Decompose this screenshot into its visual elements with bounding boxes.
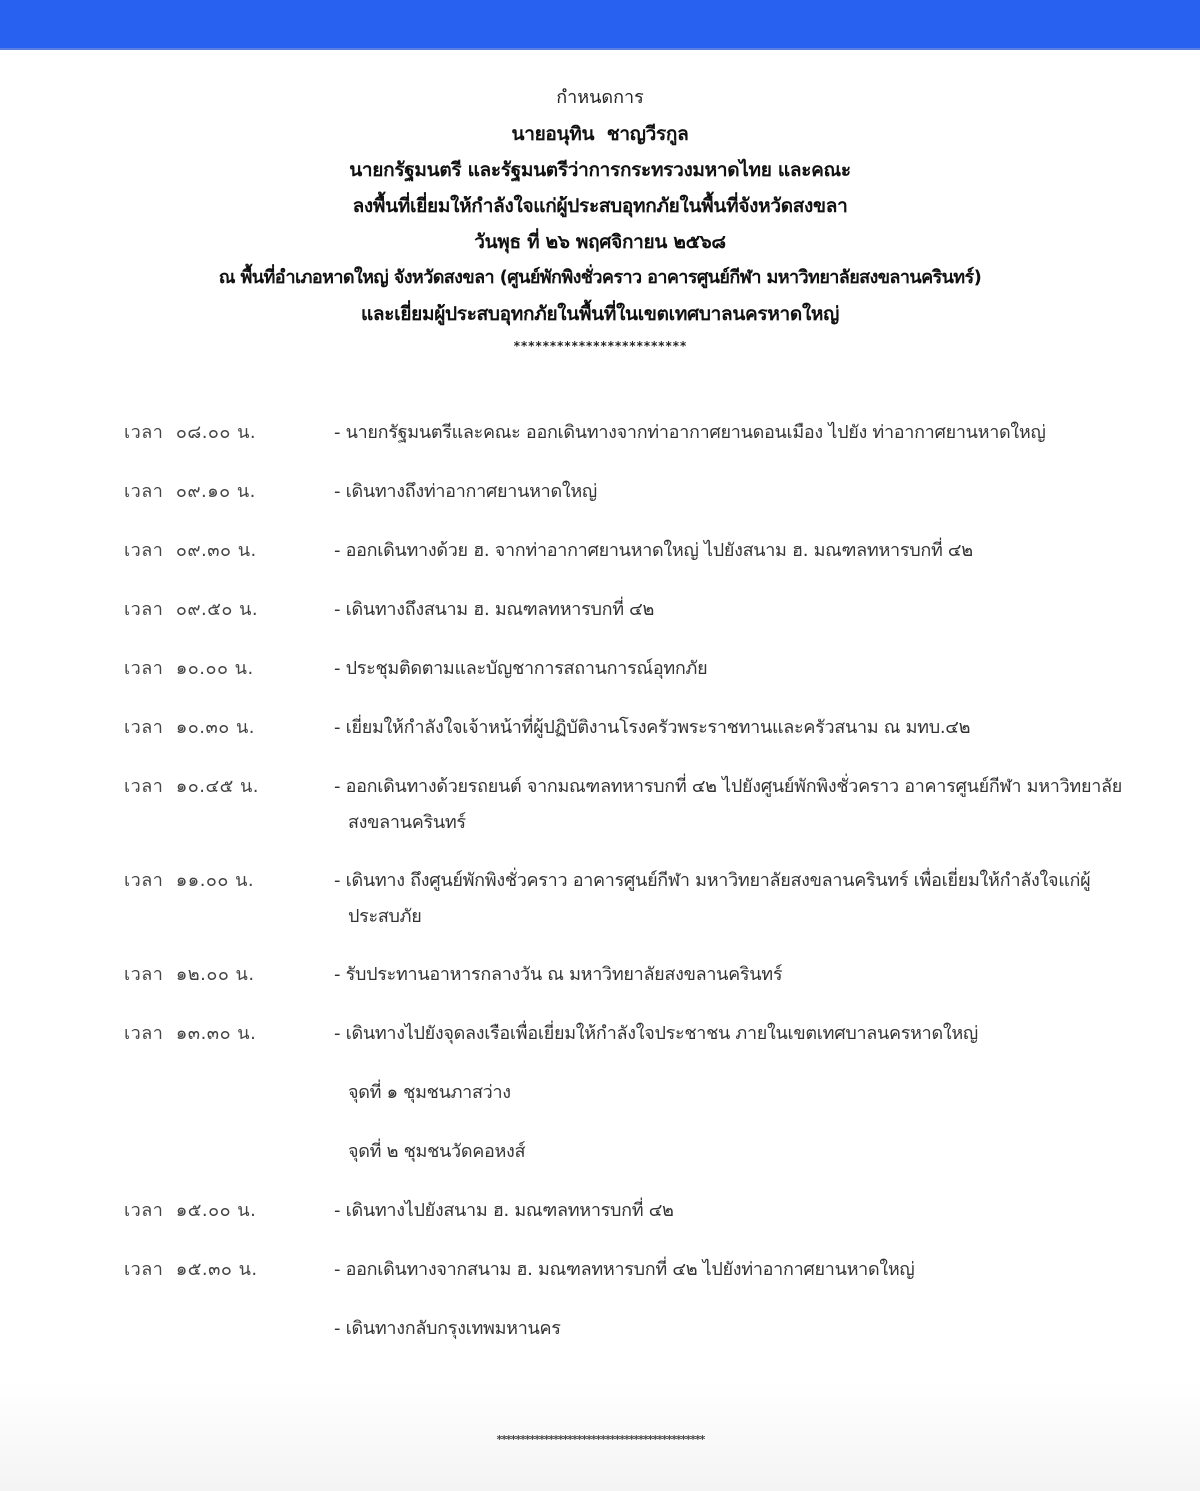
schedule-list bbox=[0, 415, 1200, 1370]
schedule-item bbox=[0, 651, 1200, 710]
person-name: นายอนุทิน ชาญวีรกูล bbox=[511, 123, 689, 145]
boat-stop-2: จุดที่ ๒ ชุมชนวัดคอหงส์ bbox=[348, 1141, 526, 1162]
schedule-item bbox=[0, 592, 1200, 651]
schedule-time: เวลา ๑๑.๐๐ น. bbox=[124, 870, 255, 891]
schedule-description: - ออกเดินทางด้วย ฮ. จากท่าอากาศยานหาดใหญ่ ไปยังสนาม ฮ. มณฑลทหารบกที่ ๔๒ bbox=[334, 540, 973, 561]
schedule-item bbox=[0, 863, 1200, 957]
document-title: กำหนดการ bbox=[556, 87, 644, 108]
schedule-time: เวลา ๑๐.๓๐ น. bbox=[124, 717, 256, 738]
schedule-description: - เดินทาง ถึงศูนย์พักพิงชั่วคราว อาคารศูนย์กีฬา มหาวิทยาลัยสงขลานครินทร์ เพื่อเยี่ยมให้กำลังใจแก่ผู้ประสบภัย bbox=[334, 870, 1091, 927]
schedule-time: เวลา ๑๐.๐๐ น. bbox=[124, 658, 254, 679]
schedule-description: - เดินทางถึงท่าอากาศยานหาดใหญ่ bbox=[334, 481, 597, 502]
schedule-item bbox=[0, 533, 1200, 592]
boat-stop-1: จุดที่ ๑ ชุมชนภาสว่าง bbox=[348, 1082, 511, 1103]
schedule-item bbox=[0, 1016, 1200, 1075]
schedule-item bbox=[0, 1252, 1200, 1311]
schedule-description: - ออกเดินทางด้วยรถยนต์ จากมณฑลทหารบกที่ ๔๒ ไปยังศูนย์พักพิงชั่วคราว อาคารศูนย์กีฬา มหาวิทยาลัยสงขลานครินทร์ bbox=[334, 776, 1122, 833]
schedule-item bbox=[0, 769, 1200, 863]
schedule-time: เวลา ๐๘.๐๐ น. bbox=[124, 422, 257, 443]
schedule-description: - เดินทางไปยังจุดลงเรือเพื่อเยี่ยมให้กำลังใจประชาชน ภายในเขตเทศบาลนครหาดใหญ่ bbox=[334, 1023, 978, 1044]
schedule-description: - เดินทางไปยังสนาม ฮ. มณฑลทหารบกที่ ๔๒ bbox=[334, 1200, 674, 1221]
schedule-time: เวลา ๑๕.๐๐ น. bbox=[124, 1200, 257, 1221]
schedule-subitem bbox=[0, 1134, 1200, 1193]
schedule-time: เวลา ๐๙.๑๐ น. bbox=[124, 481, 256, 502]
person-position: นายกรัฐมนตรี และรัฐมนตรีว่าการกระทรวงมหาดไทย และคณะ bbox=[349, 159, 851, 181]
schedule-time: เวลา ๐๙.๓๐ น. bbox=[124, 540, 257, 561]
schedule-item bbox=[0, 1311, 1200, 1370]
schedule-item bbox=[0, 710, 1200, 769]
document-header bbox=[0, 80, 1200, 360]
schedule-time: เวลา ๑๓.๓๐ น. bbox=[124, 1023, 257, 1044]
schedule-subitem bbox=[0, 1075, 1200, 1134]
schedule-item bbox=[0, 415, 1200, 474]
schedule-description: - นายกรัฐมนตรีและคณะ ออกเดินทางจากท่าอากาศยานดอนเมือง ไปยัง ท่าอากาศยานหาดใหญ่ bbox=[334, 422, 1046, 443]
schedule-description: - รับประทานอาหารกลางวัน ณ มหาวิทยาลัยสงขลานครินทร์ bbox=[334, 964, 783, 985]
visit-purpose: ลงพื้นที่เยี่ยมให้กำลังใจแก่ผู้ประสบอุทกภัยในพื้นที่จังหวัดสงขลา bbox=[352, 195, 848, 217]
header-divider: ************************ bbox=[513, 339, 687, 353]
schedule-item bbox=[0, 957, 1200, 1016]
schedule-item bbox=[0, 1193, 1200, 1252]
schedule-description: - เยี่ยมให้กำลังใจเจ้าหน้าที่ผู้ปฏิบัติงานโรงครัวพระราชทานและครัวสนาม ณ มทบ.๔๒ bbox=[334, 717, 971, 738]
document-page bbox=[0, 50, 1200, 1491]
schedule-description: - ออกเดินทางจากสนาม ฮ. มณฑลทหารบกที่ ๔๒ ไปยังท่าอากาศยานหาดใหญ่ bbox=[334, 1259, 915, 1280]
visit-location-extra: และเยี่ยมผู้ประสบอุทกภัยในพื้นที่ในเขตเทศบาลนครหาดใหญ่ bbox=[360, 303, 840, 325]
schedule-description: - ประชุมติดตามและบัญชาการสถานการณ์อุทกภัย bbox=[334, 658, 708, 679]
schedule-time: เวลา ๑๐.๔๕ น. bbox=[124, 776, 259, 797]
top-bar bbox=[0, 0, 1200, 50]
visit-date: วันพุธ ที่ ๒๖ พฤศจิกายน ๒๕๖๘ bbox=[474, 231, 726, 253]
schedule-time: เวลา ๑๕.๓๐ น. bbox=[124, 1259, 258, 1280]
schedule-description: - เดินทางกลับกรุงเทพมหานคร bbox=[334, 1318, 561, 1339]
schedule-time: เวลา ๐๙.๕๐ น. bbox=[124, 599, 259, 620]
visit-location: ณ พื้นที่อำเภอหาดใหญ่ จังหวัดสงขลา (ศูนย์พักพิงชั่วคราว อาคารศูนย์กีฬา มหาวิทยาลัยสงขลานครินทร์) bbox=[218, 267, 982, 288]
schedule-item bbox=[0, 474, 1200, 533]
footer-divider: ******************************************** bbox=[496, 1433, 704, 1446]
schedule-description: - เดินทางถึงสนาม ฮ. มณฑลทหารบกที่ ๔๒ bbox=[334, 599, 655, 620]
schedule-time: เวลา ๑๒.๐๐ น. bbox=[124, 964, 255, 985]
